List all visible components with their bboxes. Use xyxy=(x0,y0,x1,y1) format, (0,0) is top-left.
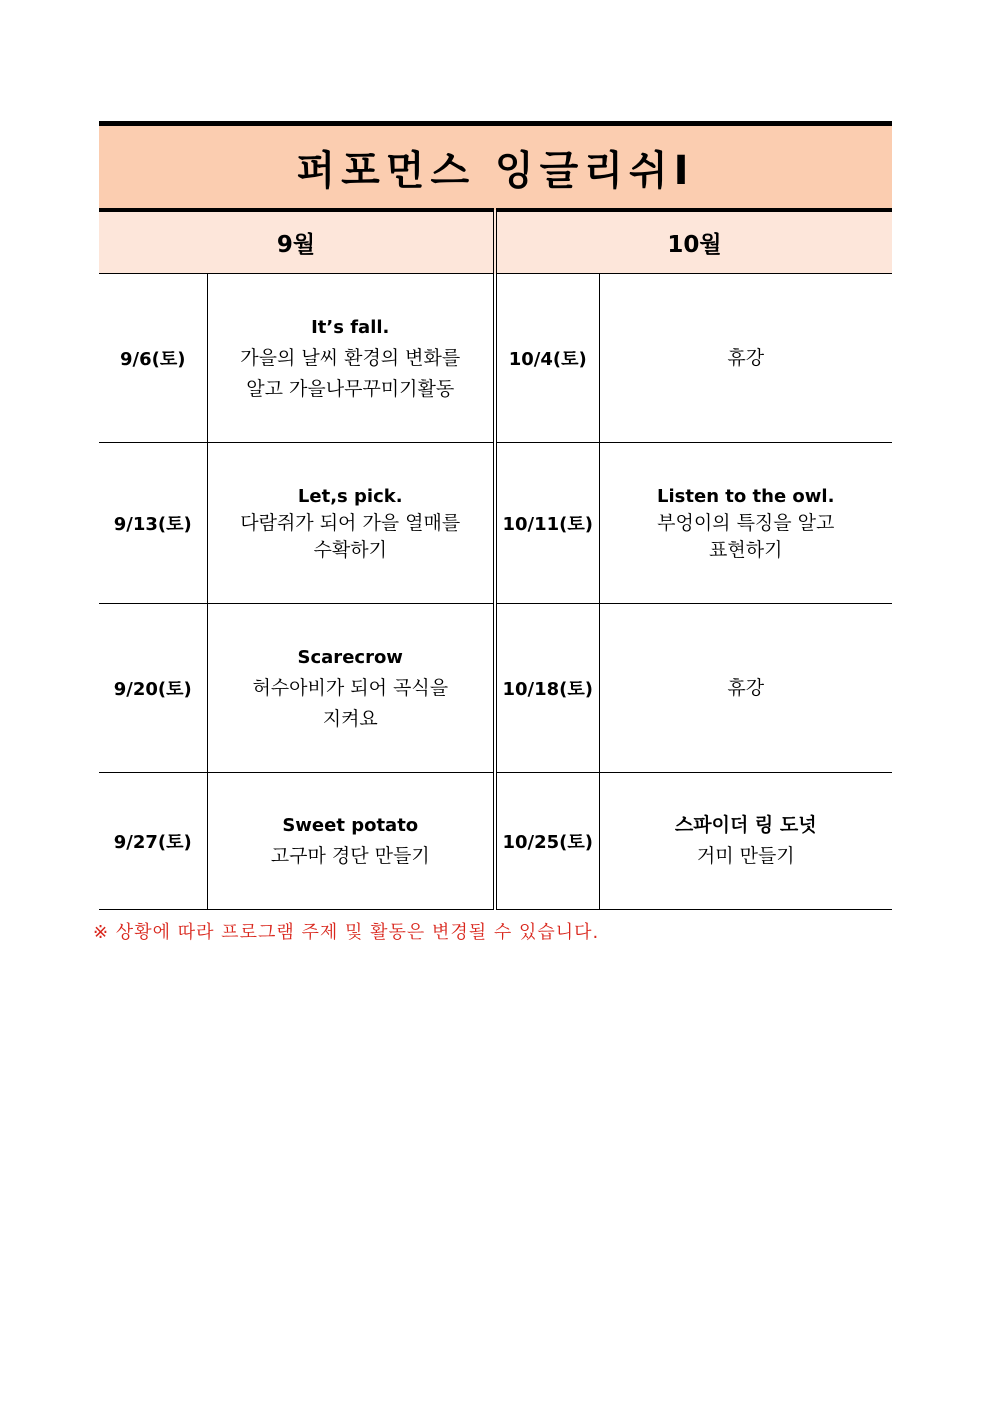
activity-desc-1: 휴강 xyxy=(727,346,765,369)
sep-date: 9/20(토) xyxy=(99,604,207,773)
table-row xyxy=(99,274,892,443)
month-header-row xyxy=(99,210,892,274)
activity-title: Listen to the owl. xyxy=(657,485,835,507)
sep-date: 9/27(토) xyxy=(99,773,207,910)
sep-activity xyxy=(207,274,495,443)
sep-date: 9/13(토) xyxy=(99,443,207,604)
activity-title: Sweet potato xyxy=(282,815,419,836)
oct-activity xyxy=(599,604,892,773)
activity-desc-2: 알고 가을나무꾸미기활동 xyxy=(246,377,455,400)
activity-desc-1: 가을의 날씨 환경의 변화를 xyxy=(240,346,461,369)
schedule-sheet xyxy=(99,121,892,910)
activity-desc-2: 표현하기 xyxy=(709,538,783,561)
sep-activity xyxy=(207,604,495,773)
activity-desc-2: 지켜요 xyxy=(322,707,378,730)
activity-desc-1: 허수아비가 되어 곡식을 xyxy=(252,676,449,699)
schedule-table xyxy=(99,121,892,910)
activity-desc-1: 고구마 경단 만들기 xyxy=(270,845,430,867)
oct-activity xyxy=(599,274,892,443)
oct-activity xyxy=(599,773,892,910)
month-september: 9월 xyxy=(99,210,495,274)
oct-date: 10/18(토) xyxy=(495,604,599,773)
table-row xyxy=(99,604,892,773)
change-notice: ※ 상황에 따라 프로그램 주제 및 활동은 변경될 수 있습니다. xyxy=(93,922,600,943)
sep-activity xyxy=(207,443,495,604)
table-row xyxy=(99,773,892,910)
activity-desc-2: 수확하기 xyxy=(313,538,387,561)
activity-desc-1: 휴강 xyxy=(727,676,765,699)
sep-date: 9/6(토) xyxy=(99,274,207,443)
activity-title: Let,s pick. xyxy=(297,485,403,507)
activity-title: Scarecrow xyxy=(297,646,403,668)
activity-desc-1: 다람쥐가 되어 가을 열매를 xyxy=(240,511,461,534)
page-title: 퍼포먼스 잉글리쉬Ⅰ xyxy=(99,124,892,211)
activity-desc-1: 부엉이의 특징을 알고 xyxy=(657,511,835,534)
activity-desc-1: 거미 만들기 xyxy=(696,845,795,867)
month-october: 10월 xyxy=(495,210,892,274)
title-row xyxy=(99,124,892,211)
oct-date: 10/25(토) xyxy=(495,773,599,910)
activity-title: 스파이더 링 도넛 xyxy=(674,814,817,836)
table-row xyxy=(99,443,892,604)
oct-date: 10/11(토) xyxy=(495,443,599,604)
oct-date: 10/4(토) xyxy=(495,274,599,443)
oct-activity xyxy=(599,443,892,604)
activity-title: It’s fall. xyxy=(311,316,390,338)
sep-activity xyxy=(207,773,495,910)
